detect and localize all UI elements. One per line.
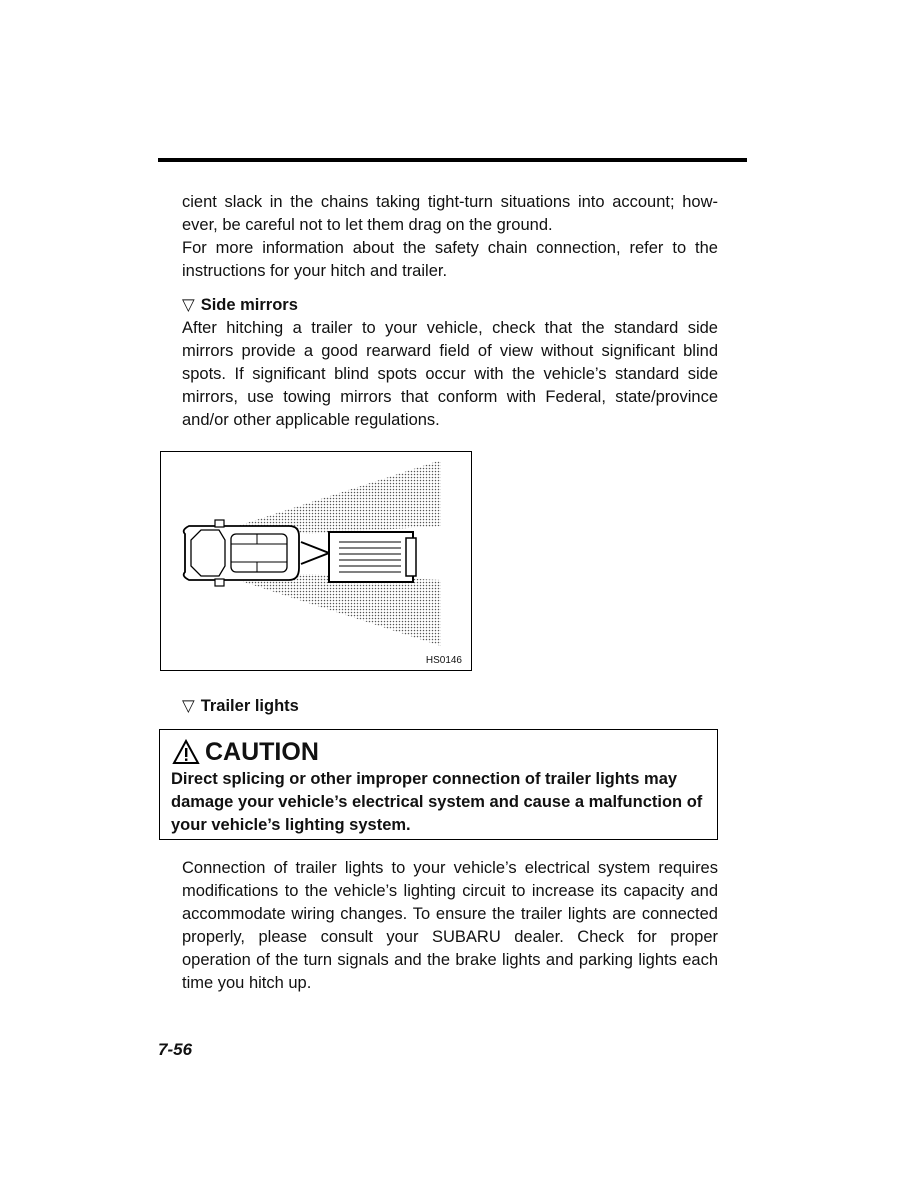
warning-triangle-icon	[172, 739, 200, 765]
caution-label: CAUTION	[205, 738, 319, 766]
paragraph-trailer-lights: Connection of trailer lights to your vehicle’s electrical system requires modifications to the vehicle’s lighting circuit to increase its capacity and accommodate wiring changes. To ensure the trailer lights are connected properly, please consult your SUBARU dealer. Check for proper operation of the turn signals and the brake lights and parking lights each time you hitch up.	[182, 859, 718, 992]
tow-hitch	[301, 542, 329, 564]
triangle-marker-icon: ▽	[182, 296, 195, 314]
lower-view-zone	[225, 574, 441, 646]
header-rule	[158, 158, 747, 162]
paragraph-safety-chain: For more information about the safety chain connection, refer to the instructions for your hitch and trailer.	[182, 239, 718, 280]
caution-title	[172, 737, 319, 767]
right-mirror-icon	[215, 579, 224, 586]
caution-body: Direct splicing or other improper connection of trailer lights may damage your vehicle’s electrical system and cause a malfunction of your vehicle’s lighting system.	[171, 770, 703, 834]
vehicle	[184, 520, 299, 586]
paragraph-continuation: cient slack in the chains taking tight-turn situations into account; how-ever, be careful not to let them drag on the ground.	[182, 193, 718, 234]
upper-view-zone	[225, 460, 441, 534]
heading-side-mirrors-label: Side mirrors	[200, 296, 298, 314]
figure-code: HS0146	[425, 655, 462, 666]
heading-trailer-lights	[182, 695, 299, 718]
page-number: 7-56	[158, 1040, 193, 1059]
triangle-marker-icon: ▽	[182, 697, 195, 715]
paragraph-side-mirrors: After hitching a trailer to your vehicle, check that the standard side mirrors provide a good rearward field of view without significant blind spots. If significant blind spots occur with the vehicle’s standard side mirrors, use towing mirrors that conform with Federal, state/province and/or other applicable regulations.	[182, 319, 718, 429]
mirror-view-figure	[160, 451, 472, 671]
heading-trailer-lights-label: Trailer lights	[200, 697, 299, 715]
vehicle-towing-illustration	[161, 452, 473, 672]
caution-box	[159, 729, 718, 840]
left-mirror-icon	[215, 520, 224, 527]
trailer	[329, 532, 416, 582]
heading-side-mirrors	[182, 294, 298, 317]
